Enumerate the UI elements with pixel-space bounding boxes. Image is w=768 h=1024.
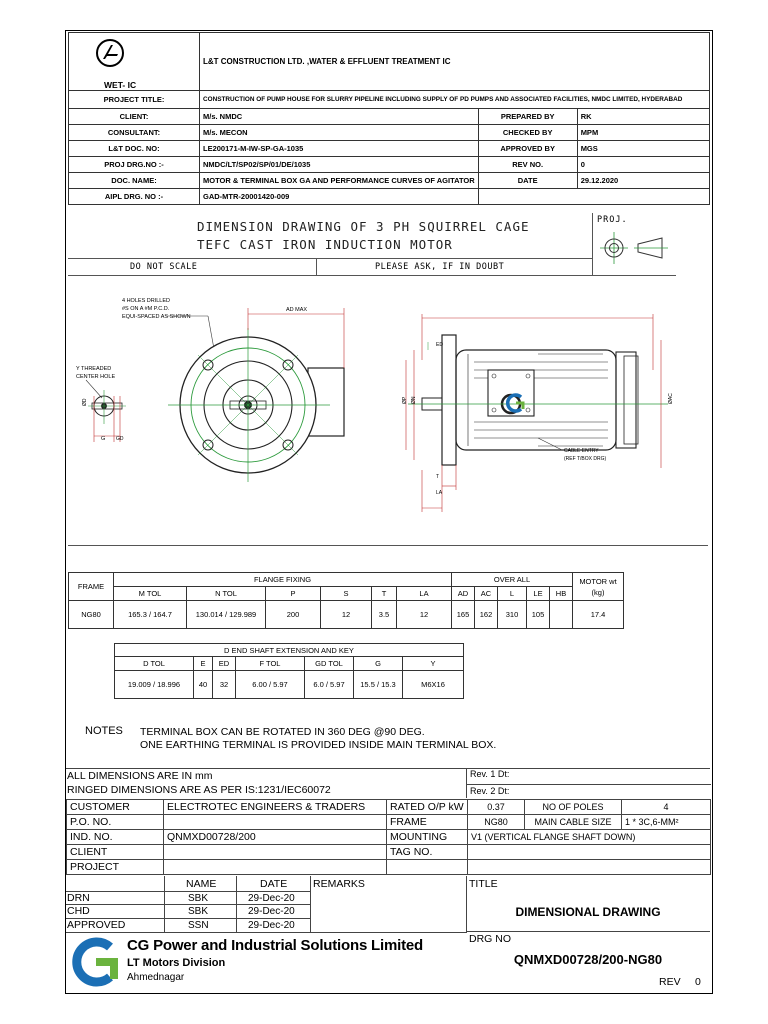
cg-logo-icon bbox=[72, 937, 122, 987]
label-t: T bbox=[436, 474, 440, 480]
logo-cell bbox=[69, 33, 200, 91]
po-label: P.O. NO. bbox=[67, 815, 164, 830]
title-value: DIMENSIONAL DRAWING bbox=[515, 905, 661, 919]
col-le: LE bbox=[527, 587, 550, 601]
mounting-value: V1 (VERTICAL FLANGE SHAFT DOWN) bbox=[468, 830, 711, 845]
drawing-area-divider bbox=[68, 545, 708, 546]
client-label: CLIENT bbox=[67, 845, 164, 860]
label-n: ØN bbox=[411, 396, 417, 404]
doc-name-value: MOTOR & TERMINAL BOX GA AND PERFORMANCE CURVES OF AGITATOR bbox=[200, 173, 479, 189]
rev-value: 0 bbox=[695, 976, 701, 988]
name-header: NAME bbox=[186, 878, 217, 890]
signoff-drn-role: DRN bbox=[67, 892, 90, 904]
remarks-header: REMARKS bbox=[313, 878, 365, 890]
signoff-chd-date: 29-Dec-20 bbox=[248, 906, 295, 917]
signoff-chd-role: CHD bbox=[67, 905, 90, 917]
proj-divider bbox=[592, 213, 593, 275]
date-label: DATE bbox=[478, 173, 577, 189]
cell-g: 15.5 / 15.3 bbox=[354, 671, 403, 699]
label-p: ØP bbox=[402, 396, 408, 404]
col-d-tol: D TOL bbox=[115, 657, 194, 671]
label-ac: ØAC bbox=[668, 393, 674, 404]
title-block-table bbox=[66, 799, 711, 875]
cell-ed: 32 bbox=[213, 671, 236, 699]
title-note-divider bbox=[68, 258, 593, 259]
label-d: ØD bbox=[82, 398, 88, 406]
cell-n-tol: 130.014 / 129.989 bbox=[187, 601, 266, 629]
callout-holes-2: #S ON A #M P.C.D. bbox=[122, 306, 170, 312]
client-label: CLIENT: bbox=[69, 109, 200, 125]
note-divider bbox=[316, 258, 317, 275]
cell-t: 3.5 bbox=[372, 601, 397, 629]
aipl-drg-no-value: GAD-MTR-20001420-009 bbox=[200, 189, 479, 205]
frame-label: FRAME bbox=[387, 815, 468, 830]
cell-frame: NG80 bbox=[69, 601, 114, 629]
signoff-chd-name: SBK bbox=[188, 906, 209, 917]
col-e: E bbox=[194, 657, 213, 671]
motor-dimension-drawing bbox=[68, 290, 688, 520]
date-header: DATE bbox=[260, 878, 288, 890]
poles-label: NO OF POLES bbox=[525, 800, 622, 815]
label-g: G bbox=[101, 436, 106, 442]
ask-if-doubt-note: PLEASE ASK, IF IN DOUBT bbox=[375, 262, 505, 272]
motor-wt-unit: (kg) bbox=[591, 587, 605, 597]
cell-y: M6X16 bbox=[403, 671, 464, 699]
signoff-approved-role: APPROVED bbox=[67, 919, 126, 931]
lt-doc-no-label: L&T DOC. NO: bbox=[69, 141, 200, 157]
label-gd: GD bbox=[116, 436, 124, 442]
date-value: 29.12.2020 bbox=[577, 173, 709, 189]
doc-name-label: DOC. NAME: bbox=[69, 173, 200, 189]
callout-holes-1: 4 HOLES DRILLED bbox=[122, 298, 170, 304]
drg-value: QNMXD00728/200-NG80 bbox=[513, 952, 663, 967]
cell-f-tol: 6.00 / 5.97 bbox=[236, 671, 305, 699]
col-p: P bbox=[266, 587, 321, 601]
label-la: LA bbox=[436, 490, 443, 496]
rev-box bbox=[466, 768, 711, 798]
dims-note: ALL DIMENSIONS ARE IN mm bbox=[67, 770, 213, 782]
proj-drg-no-value: NMDC/LT/SP02/SP/01/DE/1035 bbox=[200, 157, 479, 173]
flange-fixing-header: FLANGE FIXING bbox=[114, 573, 452, 587]
cell-hb bbox=[550, 601, 573, 629]
col-gd-tol: GD TOL bbox=[305, 657, 354, 671]
checked-by-value: MPM bbox=[577, 125, 709, 141]
drawing-title-line2: TEFC CAST IRON INDUCTION MOTOR bbox=[197, 237, 453, 252]
project-label: PROJECT bbox=[67, 860, 164, 875]
rated-value: 0.37 bbox=[468, 800, 525, 815]
consultant-value: M/s. MECON bbox=[200, 125, 479, 141]
checked-by-label: CHECKED BY bbox=[478, 125, 577, 141]
division-name: LT Motors Division bbox=[127, 957, 226, 969]
company-tag: WET- IC bbox=[104, 80, 137, 90]
cell-e: 40 bbox=[194, 671, 213, 699]
callout-cable-1: CABLE ENTRY bbox=[564, 448, 599, 454]
note-line-1: TERMINAL BOX CAN BE ROTATED IN 360 DEG @90 DEG. bbox=[140, 726, 425, 738]
cell-d-tol: 19.009 / 18.996 bbox=[115, 671, 194, 699]
shaft-extension-table bbox=[114, 643, 464, 699]
cell-m-tol: 165.3 / 164.7 bbox=[114, 601, 187, 629]
callout-holes-3: EQUI-SPACED AS SHOWN bbox=[122, 314, 191, 320]
rev-no-label: REV NO. bbox=[478, 157, 577, 173]
client-value: M/s. NMDC bbox=[200, 109, 479, 125]
col-t: T bbox=[372, 587, 397, 601]
cell-s: 12 bbox=[321, 601, 372, 629]
label-ed: ED bbox=[436, 342, 443, 348]
rev1-row: Rev. 1 Dt: bbox=[467, 768, 711, 785]
note-line-2: ONE EARTHING TERMINAL IS PROVIDED INSIDE MAIN TERMINAL BOX. bbox=[140, 739, 497, 751]
callout-thread-1: Y THREADED bbox=[76, 366, 112, 372]
col-ac: AC bbox=[475, 587, 498, 601]
overall-header: OVER ALL bbox=[452, 573, 573, 587]
po-value bbox=[164, 815, 387, 830]
cell-gd-tol: 6.0 / 5.97 bbox=[305, 671, 354, 699]
company-name-footer: CG Power and Industrial Solutions Limited bbox=[127, 937, 423, 954]
lt-doc-no-value: LE200171-M-IW-SP-GA-1035 bbox=[200, 141, 479, 157]
signoff-approved-date: 29-Dec-20 bbox=[248, 920, 295, 931]
cell-p: 200 bbox=[266, 601, 321, 629]
frame-value: NG80 bbox=[468, 815, 525, 830]
drg-label: DRG NO bbox=[469, 933, 511, 945]
mounting-label: MOUNTING bbox=[387, 830, 468, 845]
signoff-drn-name: SBK bbox=[188, 893, 209, 904]
rev2-row: Rev. 2 Dt: bbox=[470, 786, 510, 796]
motor-wt-label: MOTOR wt bbox=[579, 576, 617, 586]
notes-label: NOTES bbox=[85, 725, 123, 737]
col-y: Y bbox=[403, 657, 464, 671]
title-label: TITLE bbox=[469, 878, 498, 890]
frame-header: FRAME bbox=[69, 573, 114, 601]
proj-label: PROJ. bbox=[597, 215, 628, 225]
header-table bbox=[68, 32, 710, 205]
do-not-scale-note: DO NOT SCALE bbox=[130, 262, 198, 272]
project-title-label: PROJECT TITLE: bbox=[69, 91, 200, 109]
consultant-label: CONSULTANT: bbox=[69, 125, 200, 141]
ind-value: QNMXD00728/200 bbox=[164, 830, 387, 845]
cable-label: MAIN CABLE SIZE bbox=[525, 815, 622, 830]
projection-symbol-icon bbox=[598, 230, 672, 266]
col-f-tol: F TOL bbox=[236, 657, 305, 671]
cell-l: 310 bbox=[498, 601, 527, 629]
ringed-note: RINGED DIMENSIONS ARE AS PER IS:1231/IEC60072 bbox=[67, 784, 331, 796]
cell-ad: 165 bbox=[452, 601, 475, 629]
flange-fixing-table bbox=[68, 572, 624, 629]
cell-ac: 162 bbox=[475, 601, 498, 629]
col-g: G bbox=[354, 657, 403, 671]
callout-thread-2: CENTER HOLE bbox=[76, 374, 116, 380]
customer-value: ELECTROTEC ENGINEERS & TRADERS bbox=[164, 800, 387, 815]
col-ad: AD bbox=[452, 587, 475, 601]
tag-label: TAG NO. bbox=[387, 845, 468, 860]
motor-wt-header bbox=[573, 573, 624, 601]
aipl-drg-no-label: AIPL DRG. NO :- bbox=[69, 189, 200, 205]
signoff-drn-date: 29-Dec-20 bbox=[248, 893, 295, 904]
project-title-value: CONSTRUCTION OF PUMP HOUSE FOR SLURRY PIPELINE INCLUDING SUPPLY OF PD PUMPS AND ASSOCIATED FACILITIES, NMDC LIMITED, HYDERABAD bbox=[200, 91, 710, 109]
poles-value: 4 bbox=[622, 800, 711, 815]
col-ed: ED bbox=[213, 657, 236, 671]
prepared-by-label: PREPARED BY bbox=[478, 109, 577, 125]
cable-value: 1 * 3C,6-MM² bbox=[622, 815, 711, 830]
ind-label: IND. NO. bbox=[67, 830, 164, 845]
flange-front-view bbox=[168, 307, 344, 482]
shaft-table-header: D END SHAFT EXTENSION AND KEY bbox=[115, 644, 464, 657]
rated-label: RATED O/P kW bbox=[387, 800, 468, 815]
rev-no-value: 0 bbox=[577, 157, 709, 173]
col-s: S bbox=[321, 587, 372, 601]
drawing-title-line1: DIMENSION DRAWING OF 3 PH SQUIRREL CAGE bbox=[197, 219, 530, 234]
prepared-by-value: RK bbox=[577, 109, 709, 125]
col-m-tol: M TOL bbox=[114, 587, 187, 601]
cg-motor-logo-icon bbox=[506, 393, 526, 413]
customer-label: CUSTOMER bbox=[67, 800, 164, 815]
cell-wt: 17.4 bbox=[573, 601, 624, 629]
col-la: LA bbox=[397, 587, 452, 601]
rev-label: REV bbox=[659, 976, 681, 988]
proj-drg-no-label: PROJ DRG.NO :- bbox=[69, 157, 200, 173]
col-n-tol: N TOL bbox=[187, 587, 266, 601]
cell-le: 105 bbox=[527, 601, 550, 629]
cell-la: 12 bbox=[397, 601, 452, 629]
callout-cable-2: (REF T/BOX DRG) bbox=[564, 456, 607, 462]
approved-by-value: MGS bbox=[577, 141, 709, 157]
approved-by-label: APPROVED BY bbox=[478, 141, 577, 157]
location-name: Ahmednagar bbox=[127, 972, 185, 983]
motor-side-view bbox=[402, 314, 674, 512]
label-ad-max: AD MAX bbox=[286, 307, 308, 313]
company-name: L&T CONSTRUCTION LTD. ,WATER & EFFLUENT TREATMENT IC bbox=[200, 33, 710, 91]
col-l: L bbox=[498, 587, 527, 601]
col-hb: HB bbox=[550, 587, 573, 601]
signoff-approved-name: SSN bbox=[188, 920, 209, 931]
